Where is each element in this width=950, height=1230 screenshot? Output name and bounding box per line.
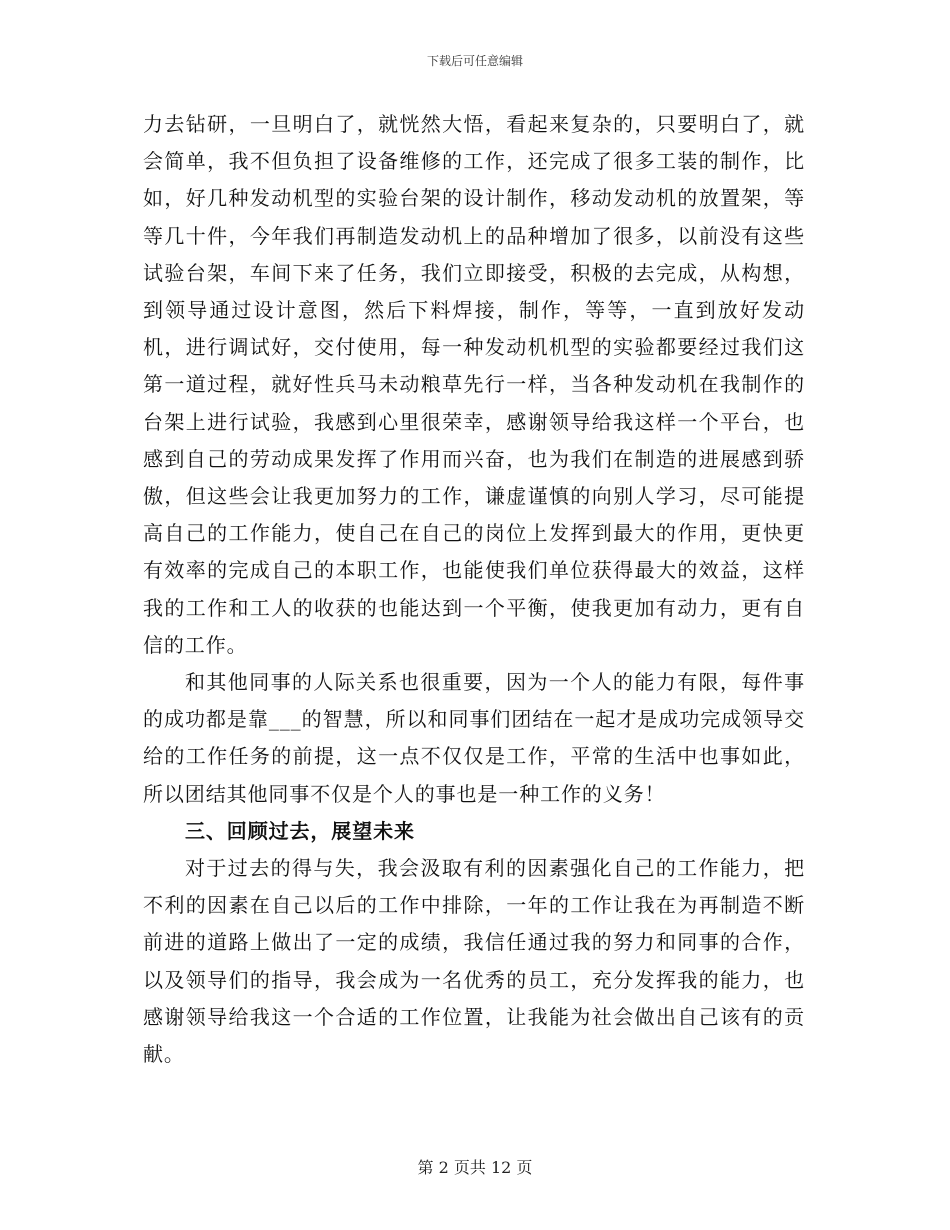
paragraph-continuation: 力去钻研，一旦明白了，就恍然大悟，看起来复杂的，只要明白了，就会简单，我不但负担了设备维修的工作，还完成了很多工装的制作，比如，好几种发动机型的实验台架的设计制作，移动发动机的放置架，等等几十件，今年我们再制造发动机上的品种增加了很多，以前没有这些试验台架，车间下来了任务，我们立即接受，积极的去完成，从构想，到领导通过设计意图，然后下料焊接，制作，等等，一直到放好发动机，进行调试好，交付使用，每一种发动机机型的实验都要经过我们这第一道过程，就好性兵马未动粮草先行一样，当各种发动机在我制作的台架上进行试验，我感到心里很荣幸，感谢领导给我这样一个平台，也感到自己的劳动成果发挥了作用而兴奋，也为我们在制造的进展感到骄傲，但这些会让我更加努力的工作，谦虚谨慎的向别人学习，尽可能提高自己的工作能力，使自己在自己的岗位上发挥到最大的作用，更快更有效率的完成自己的本职工作，也能使我们单位获得最大的效益，这样我的工作和工人的收获的也能达到一个平衡，使我更加有动力，更有自信的工作。 [143, 112, 805, 657]
page-header: 下载后可任意编辑 [426, 54, 523, 68]
paragraph-colleague-relations: 和其他同事的人际关系也很重要，因为一个人的能力有限，每件事的成功都是靠___的智慧，所以和同事们团结在一起才是成功完成领导交给的工作任务的前提，这一点不仅仅是工作，平常的生活中也事如此，所以团结其他同事不仅是个人的事也是一种工作的义务！ [143, 670, 805, 806]
paragraph-review-outlook: 对于过去的得与失，我会汲取有利的因素强化自己的工作能力，把不利的因素在自己以后的工作中排除，一年的工作让我在为再制造不断前进的道路上做出了一定的成绩，我信任通过我的努力和同事的合作，以及领导们的指导，我会成为一名优秀的员工，充分发挥我的能力，也感谢领导给我这一个合适的工作位置，让我能为社会做出自己该有的贡献。 [143, 856, 805, 1067]
document-body [143, 106, 805, 1073]
section-heading: 三、回顾过去，展望未来 [185, 818, 415, 843]
page-footer: 第 2 页共 12 页 [417, 1158, 533, 1177]
